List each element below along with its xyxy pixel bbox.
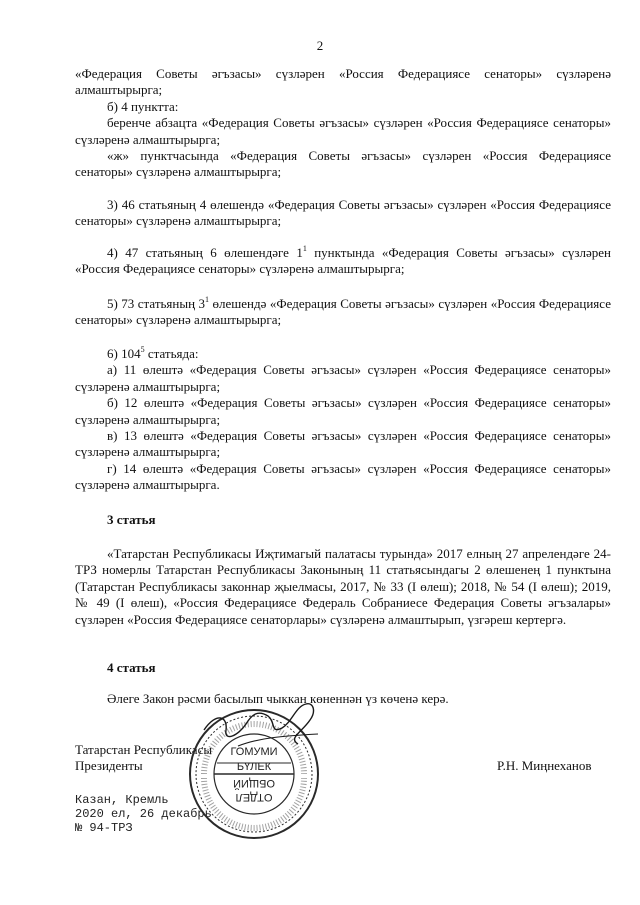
item-5 [75,296,611,329]
signatory-title-line1: Татарстан Республикасы [75,742,213,757]
item-6-post: статьяда: [144,346,199,361]
signatory-title-line2: Президенты [75,758,143,773]
item-5-post: өлешендә «Федерация Советы әгъзасы» сүзләрен «Россия Федерациясе сенаторы» сүзләренә алмаштырырга; [75,296,611,328]
item-6 [75,346,611,494]
article-4-text: Әлеге Закон рәсми басылып чыккан көненнән үз көченә керә. [107,691,449,706]
subitem-g: г) 14 өлештә «Федерация Советы әгъзасы» сүзләрен «Россия Федерациясе сенаторы» сүзләренә алмаштырырга. [75,460,611,493]
stamp-line4: ОТДЕЛ [235,791,273,803]
subitem-a: а) 11 өлештә «Федерация Советы әгъзасы» сүзләрен «Россия Федерациясе сенаторы» сүзләренә алмаштырырга; [75,362,611,394]
signature-stroke-underline [238,734,318,746]
stamp-line3: ОБЩИЙ [233,777,275,789]
signatory-name: Р.Н. Миңнеханов [497,758,592,773]
item-5-sup: 1 [205,295,210,304]
item-b-zh-subitem: «ж» пунктчасында «Федерация Советы әгъзасы» сүзләрен «Россия Федерациясе сенаторы» сүзләренә алмаштырырга; [75,148,611,180]
item-5-pre: 5) 73 статьяның 3 [107,296,206,311]
signature-stroke-main [204,704,313,744]
law-number: № 94-ТРЗ [75,821,133,835]
article-3-heading: 3 статья [107,512,156,527]
subitem-v: в) 13 өлештә «Федерация Советы әгъзасы» сүзләрен «Россия Федерациясе сенаторы» сүзләренә алмаштырырга; [75,428,611,460]
article-3-text: «Татарстан Республикасы Иҗтимагый палатасы турында» 2017 елның 27 апрелендәге 24-ТРЗ номерлы Татарстан Республикасы Законының 11 статьясындагы 2 өлешенең 1 пунктына (Татарстан Республикасы законнар җыелмасы, 2017, № 33 (I өлеш); 2018, № 54 (I өлеш); 2019, № 49 (I өлеш), «Россия Федерациясе Федераль Собраниесе Федерация Советы әгъзалары» сүзләрен «Россия Федерациясе сенаторлары» сүзләренә алмаштырып, үзгәреш кертергә. [75,546,611,627]
item-6-sup: 5 [140,345,145,354]
article-3 [75,512,611,528]
article-3-body [75,546,611,628]
page-number: 2 [316,38,324,53]
item-3-text: 3) 46 статьяның 4 өлешендә «Федерация Советы әгъзасы» сүзләрен «Россия Федерациясе сенаторы» сүзләренә алмаштырырга; [75,197,611,229]
item-6-pre: 6) 104 [107,346,141,361]
article-4-body [75,691,611,707]
stamp-line1: ГОМУМИ [230,746,278,758]
stamp-bottom-text-group [233,777,275,803]
item-4 [75,245,611,278]
section2-body [75,66,611,181]
handwritten-signature [198,686,328,766]
item-4-sup: 1 [302,244,307,253]
article-4-heading: 4 статья [107,660,156,675]
item-b: б) 4 пунктта: [107,98,179,114]
item-3 [75,197,611,230]
subitem-b: б) 12 өлештә «Федерация Советы әгъзасы» сүзләрен «Россия Федерациясе сенаторы» сүзләренә алмаштырырга; [75,395,611,427]
stamp-line2: БҮЛЕК [236,761,272,773]
paragraph-continuation: «Федерация Советы әгъзасы» сүзләрен «Россия Федерациясе сенаторы» сүзләренә алмаштырырга; [75,66,611,98]
date: 2020 ел, 26 декабрь [75,807,212,821]
item-4-pre: 4) 47 статьяның 6 өлешендәге 1 [107,245,303,260]
item-b-first-paragraph: беренче абзацта «Федерация Советы әгъзасы» сүзләрен «Россия Федерациясе сенаторы» сүзләренә алмаштырырга; [75,115,611,147]
item-4-post: пунктында «Федерация Советы әгъзасы» сүзләрен «Россия Федерациясе сенаторы» сүзләренә алмаштырырга; [75,245,612,277]
item-6-text [75,346,611,362]
article-4 [75,660,611,676]
item-5-text [75,296,611,329]
item-4-text [75,245,611,278]
place: Казан, Кремль [75,793,169,807]
